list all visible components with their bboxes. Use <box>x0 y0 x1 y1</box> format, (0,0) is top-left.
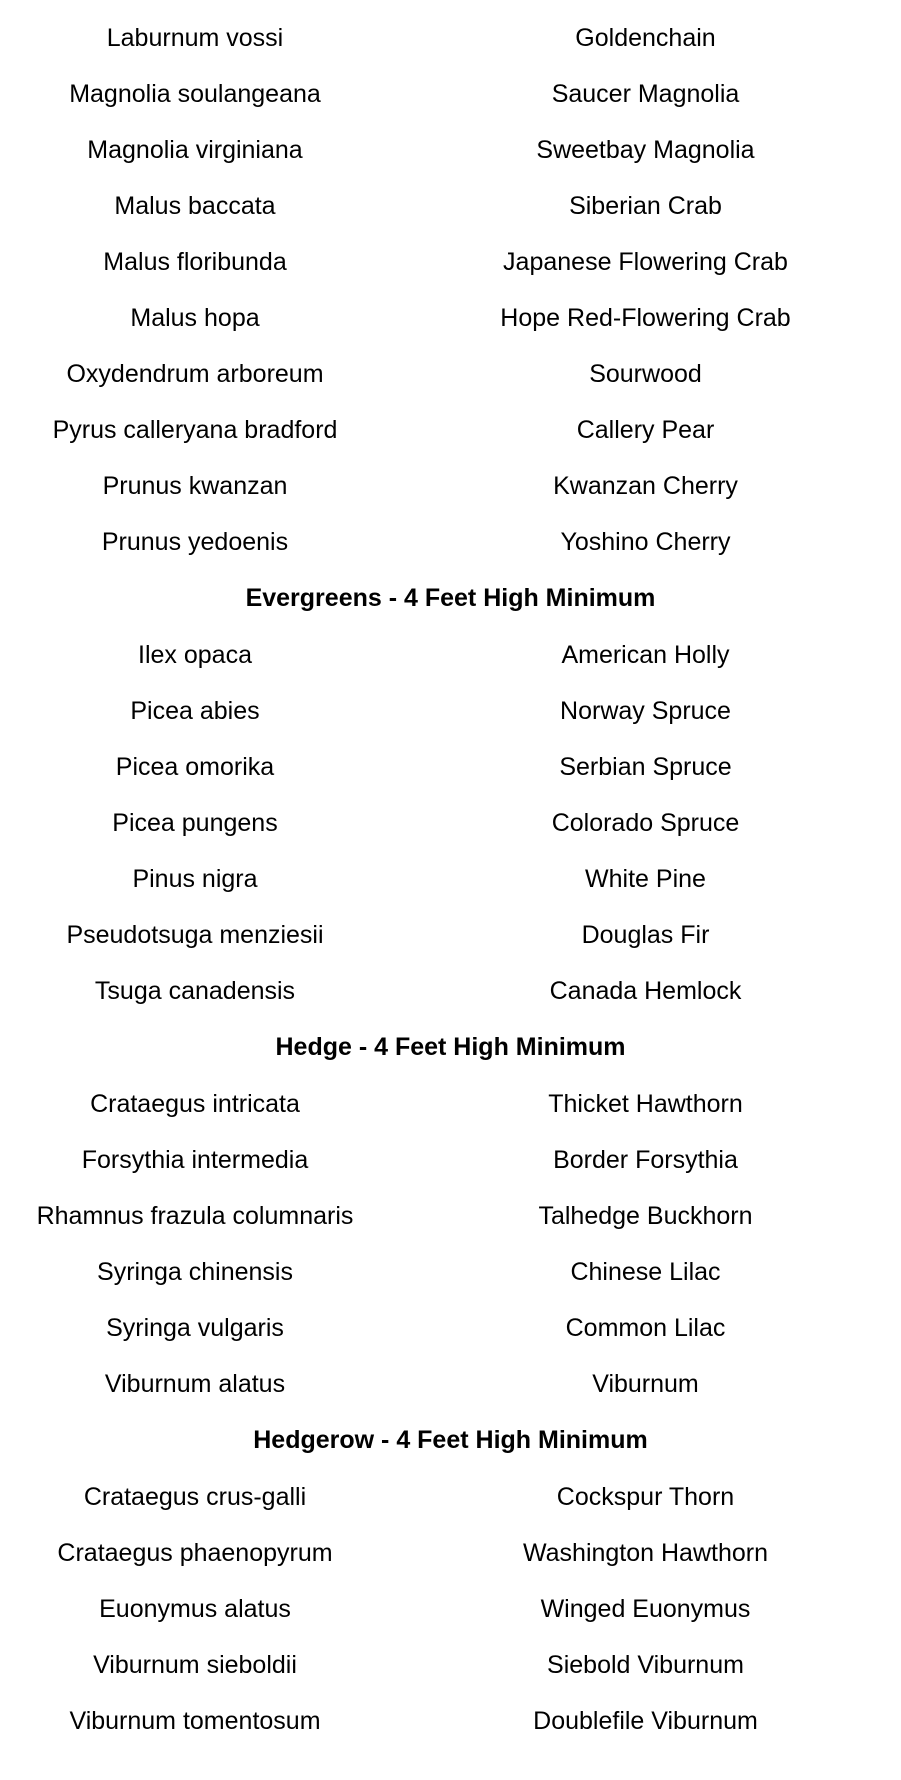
plant-row <box>0 1188 901 1244</box>
plant-section <box>0 1019 901 1412</box>
latin-name: Crataegus crus-galli <box>83 1482 307 1511</box>
plant-row <box>0 1693 901 1749</box>
common-name: Kwanzan Cherry <box>553 471 738 500</box>
plant-row <box>0 122 901 178</box>
plant-row <box>0 963 901 1019</box>
plant-row <box>0 346 901 402</box>
common-name: Hope Red-Flowering Crab <box>500 303 791 332</box>
latin-name: Euonymus alatus <box>99 1594 291 1623</box>
common-name: Sourwood <box>589 359 702 388</box>
top-spacer <box>0 0 901 10</box>
common-name: Talhedge Buckhorn <box>538 1201 753 1230</box>
plant-row <box>0 1076 901 1132</box>
common-name: Yoshino Cherry <box>560 527 731 556</box>
plant-row <box>0 627 901 683</box>
latin-name: Pinus nigra <box>132 864 258 893</box>
plant-section <box>0 570 901 1019</box>
latin-name: Viburnum alatus <box>104 1369 286 1398</box>
common-name: Cockspur Thorn <box>556 1482 735 1511</box>
latin-name: Pseudotsuga menziesii <box>66 920 324 949</box>
plant-row <box>0 907 901 963</box>
common-name: Viburnum <box>592 1369 699 1398</box>
latin-name: Oxydendrum arboreum <box>66 359 324 388</box>
common-name: American Holly <box>561 640 730 669</box>
latin-name: Prunus kwanzan <box>102 471 288 500</box>
section-heading: Evergreens - 4 Feet High Minimum <box>245 584 656 612</box>
common-name: Douglas Fir <box>581 920 710 949</box>
plant-row <box>0 458 901 514</box>
plant-row <box>0 1132 901 1188</box>
plant-row <box>0 66 901 122</box>
common-name: Siebold Viburnum <box>547 1650 744 1679</box>
common-name: Saucer Magnolia <box>551 79 740 108</box>
latin-name: Ilex opaca <box>138 640 252 669</box>
plant-row <box>0 1525 901 1581</box>
plant-row <box>0 1581 901 1637</box>
latin-name: Magnolia virginiana <box>87 135 303 164</box>
section-heading: Hedgerow - 4 Feet High Minimum <box>253 1426 648 1454</box>
plant-row <box>0 1637 901 1693</box>
plant-row <box>0 234 901 290</box>
plant-list <box>0 10 901 1749</box>
latin-name: Syringa vulgaris <box>106 1313 284 1342</box>
plant-row <box>0 290 901 346</box>
common-name: Chinese Lilac <box>570 1257 721 1286</box>
common-name: Colorado Spruce <box>551 808 740 837</box>
plant-row <box>0 683 901 739</box>
latin-name: Picea omorika <box>115 752 275 781</box>
plant-row <box>0 1244 901 1300</box>
section-heading: Hedge - 4 Feet High Minimum <box>275 1033 626 1061</box>
plant-row <box>0 10 901 66</box>
plant-section <box>0 1412 901 1749</box>
common-name: Sweetbay Magnolia <box>536 135 755 164</box>
plant-row <box>0 514 901 570</box>
latin-name: Viburnum sieboldii <box>93 1650 297 1679</box>
common-name: White Pine <box>585 864 706 893</box>
latin-name: Viburnum tomentosum <box>69 1706 321 1735</box>
plant-row <box>0 1469 901 1525</box>
latin-name: Crataegus intricata <box>90 1089 300 1118</box>
latin-name: Prunus yedoenis <box>101 527 289 556</box>
common-name: Canada Hemlock <box>549 976 742 1005</box>
common-name: Callery Pear <box>576 415 715 444</box>
common-name: Norway Spruce <box>560 696 731 725</box>
plant-row <box>0 402 901 458</box>
common-name: Winged Euonymus <box>540 1594 751 1623</box>
common-name: Border Forsythia <box>553 1145 738 1174</box>
plant-row <box>0 739 901 795</box>
latin-name: Picea abies <box>130 696 260 725</box>
latin-name: Pyrus calleryana bradford <box>52 415 338 444</box>
plant-row <box>0 1300 901 1356</box>
plant-section <box>0 10 901 570</box>
common-name: Siberian Crab <box>569 191 722 220</box>
common-name: Japanese Flowering Crab <box>503 247 788 276</box>
plant-row <box>0 851 901 907</box>
common-name: Washington Hawthorn <box>522 1538 769 1567</box>
plant-row <box>0 178 901 234</box>
common-name: Doublefile Viburnum <box>533 1706 758 1735</box>
latin-name: Crataegus phaenopyrum <box>57 1538 333 1567</box>
latin-name: Forsythia intermedia <box>81 1145 309 1174</box>
latin-name: Malus floribunda <box>103 247 287 276</box>
plant-row <box>0 795 901 851</box>
common-name: Common Lilac <box>565 1313 726 1342</box>
latin-name: Magnolia soulangeana <box>69 79 321 108</box>
latin-name: Malus hopa <box>130 303 260 332</box>
common-name: Serbian Spruce <box>559 752 732 781</box>
latin-name: Picea pungens <box>112 808 278 837</box>
latin-name: Rhamnus frazula columnaris <box>36 1201 354 1230</box>
common-name: Thicket Hawthorn <box>548 1089 743 1118</box>
latin-name: Tsuga canadensis <box>94 976 296 1005</box>
common-name: Goldenchain <box>575 23 716 52</box>
latin-name: Syringa chinensis <box>97 1257 293 1286</box>
plant-row <box>0 1356 901 1412</box>
latin-name: Laburnum vossi <box>106 23 284 52</box>
latin-name: Malus baccata <box>114 191 276 220</box>
